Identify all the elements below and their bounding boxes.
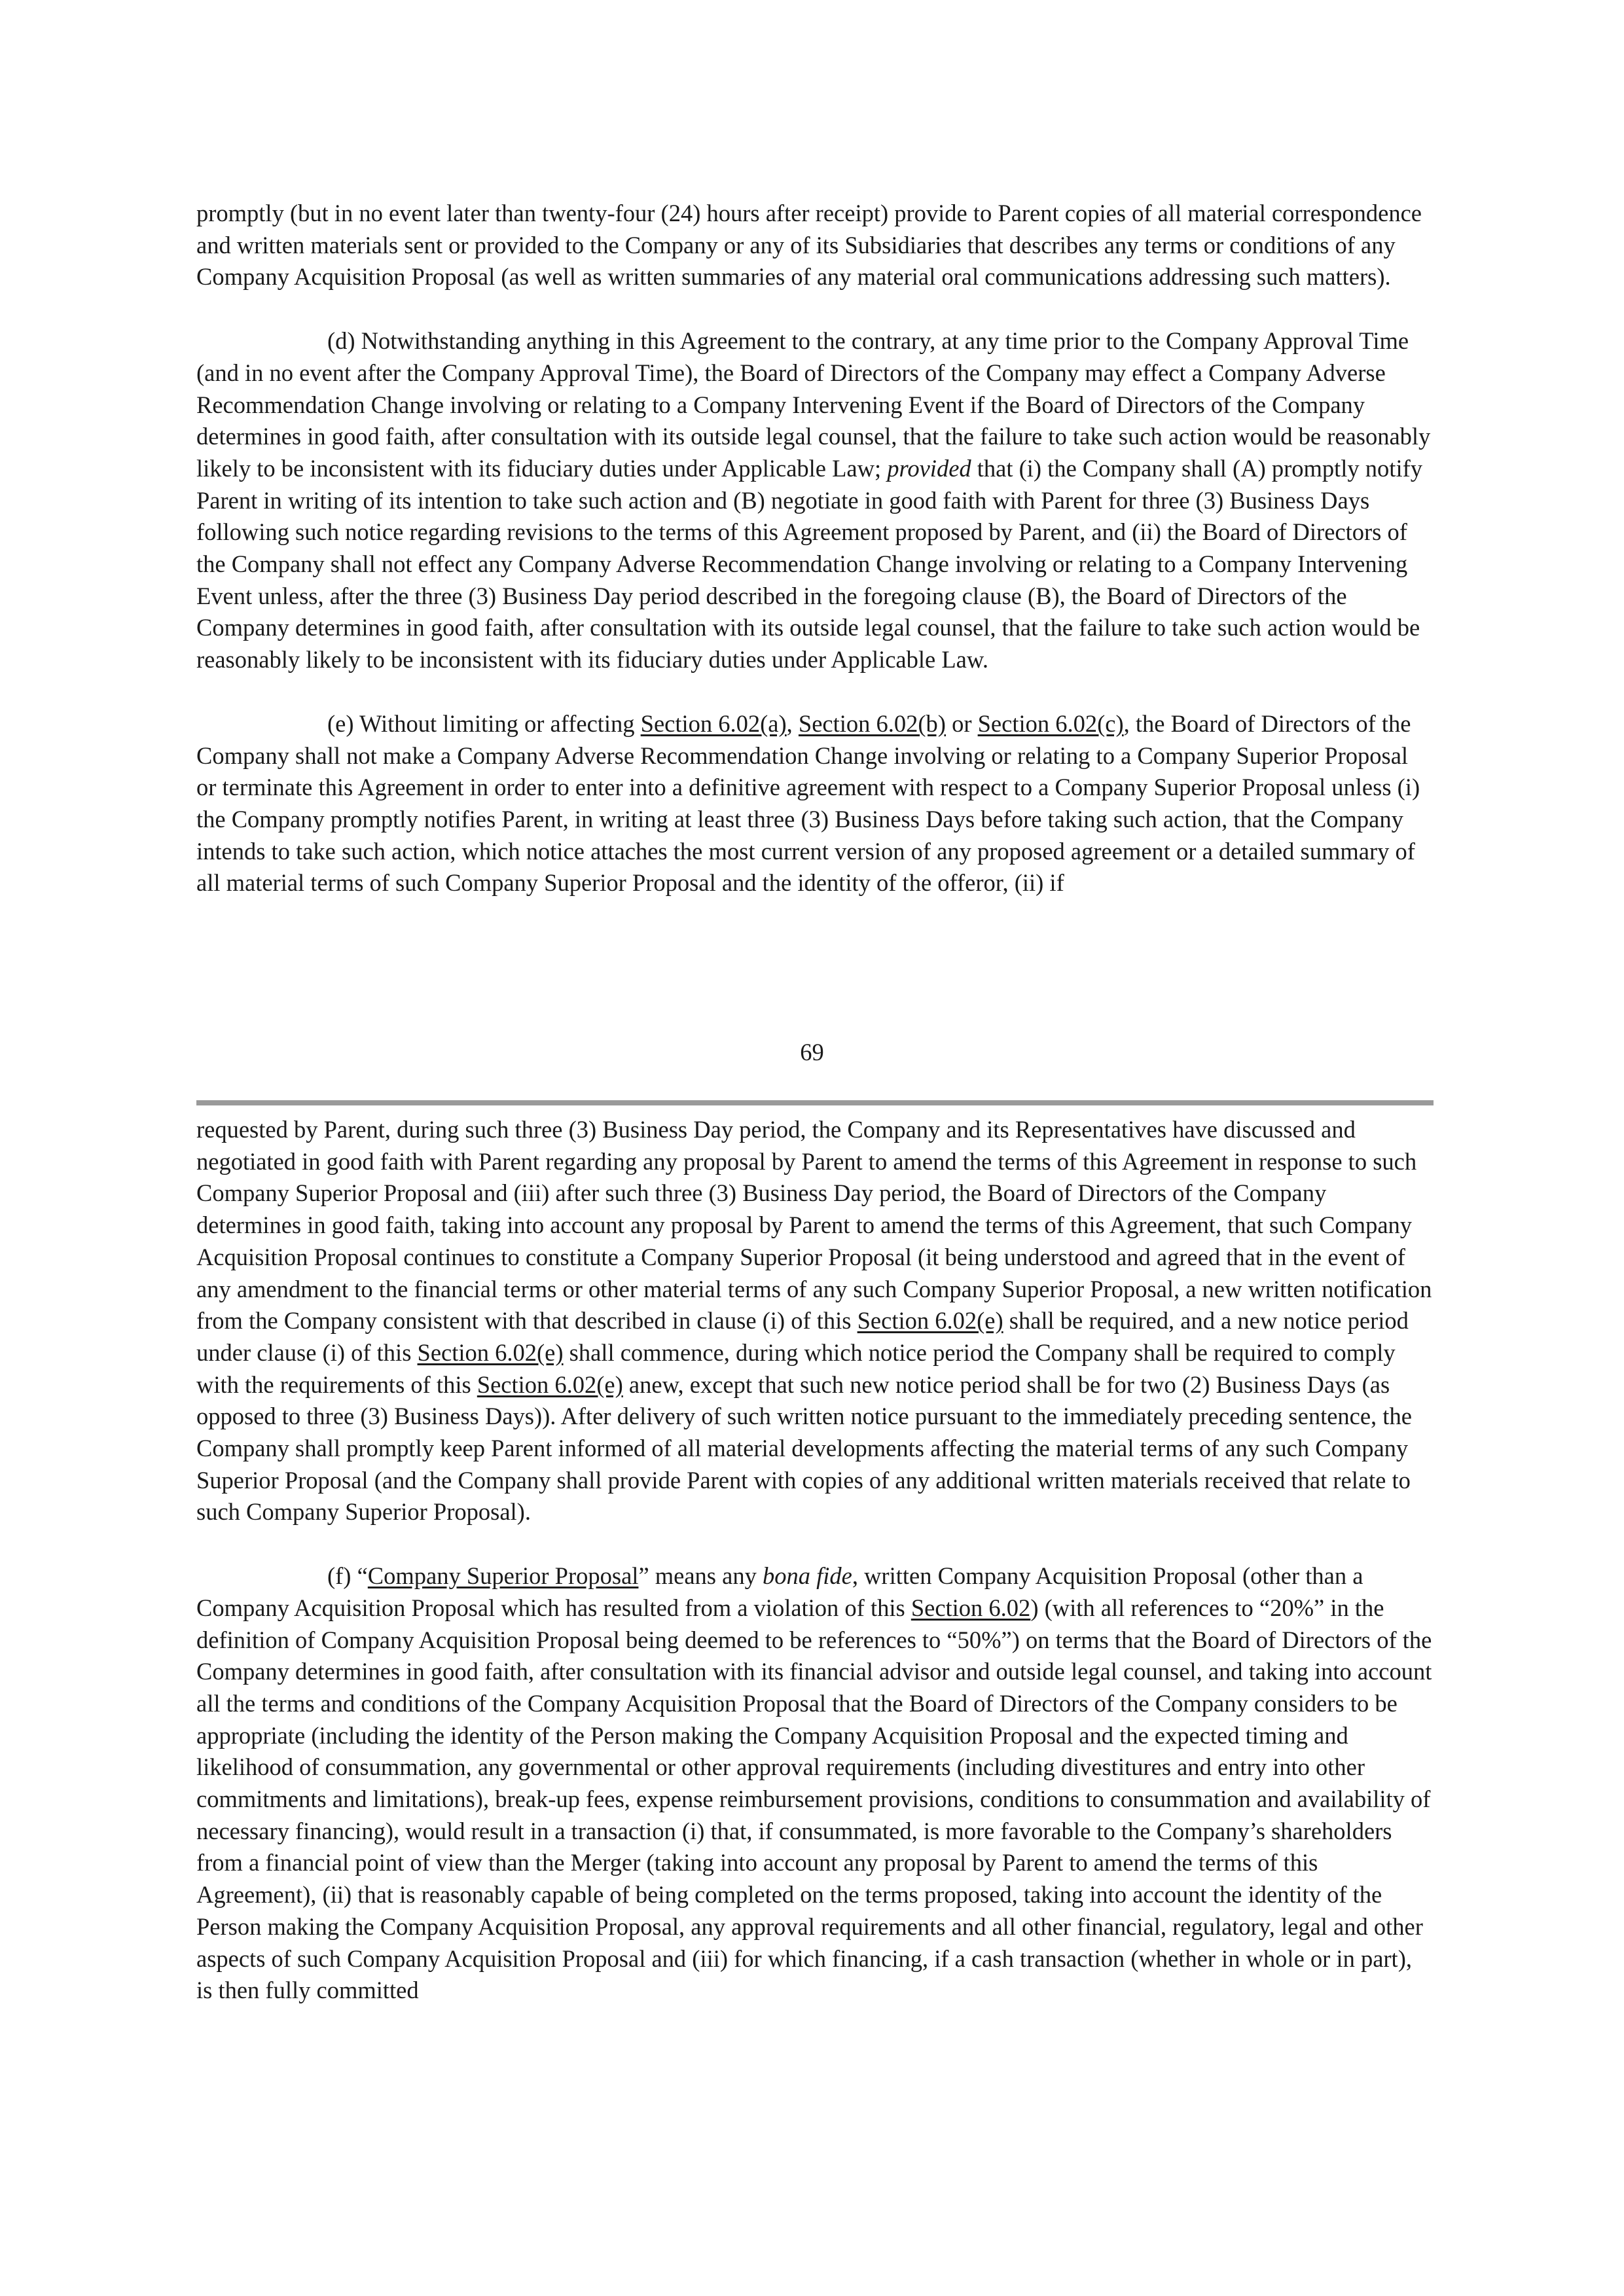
paragraph-d xyxy=(196,325,1434,676)
paragraph-e-continuation xyxy=(196,1114,1434,1528)
page-69-body xyxy=(196,198,1434,899)
section-ref-6-02: Section 6.02 xyxy=(911,1594,1031,1621)
paragraph-d-text-1: (d) Notwithstanding anything in this Agreement to the contrary, at any time prior to the Company Approval Time (and in no event after the Company Approval Time), the Board of Directors of the Company may effect a Company Adverse Recommendation Change involving or relating to a Company Intervening Event if the Board of Directors of the Company determines in good faith, after consultation with its outside legal counsel, that the failure to take such action would be reasonably likely to be inconsistent with its fiduciary duties under Applicable Law; xyxy=(196,327,1431,482)
paragraph-f-text-2: ” means any xyxy=(638,1562,763,1590)
separator: or xyxy=(945,709,978,737)
paragraph-f-text-1: (f) “ xyxy=(327,1562,368,1590)
paragraph-e-text-1: (e) Without limiting or affecting xyxy=(327,709,641,737)
bona-fide-term: bona fide xyxy=(762,1562,852,1590)
paragraph-e-text-2: , the Board of Directors of the Company shall not make a Company Adverse Recommendation Change involving or relating to a Company Superior Proposal or terminate this Agreement in order to enter into a definitive agreement with respect to a Company Superior Proposal unless (i) the Company promptly notifies Parent, in writing at least three (3) Business Days before taking such action, that the Company intends to take such action, which notice attaches the most current version of any proposed agreement or a detailed summary of all material terms of such Company Superior Proposal and the identity of the offeror, (ii) if xyxy=(196,709,1420,897)
paragraph-e xyxy=(196,708,1434,899)
section-ref-6-02e: Section 6.02(e) xyxy=(857,1307,1003,1335)
defined-term-company-superior-proposal: Company Superior Proposal xyxy=(367,1562,639,1590)
provided-term: provided xyxy=(887,454,971,482)
paragraph-e-cont-text-4: anew, except that such new notice period shall be for two (2) Business Days (as opposed to three (3) Business Days)). After delivery of such written notice pursuant to the immediately preceding sentence, the Company shall promptly keep Parent informed of all material developments affecting the material terms of any such Company Superior Proposal (and the Company shall provide Parent with copies of any additional written materials received that relate to such Company Superior Proposal). xyxy=(196,1371,1412,1526)
paragraph-e-cont-text-2: shall be required, and a new notice period under clause (i) of this xyxy=(196,1307,1409,1366)
paragraph-e-cont-text-1: requested by Parent, during such three (3) Business Day period, the Company and its Representatives have discussed and negotiated in good faith with Parent regarding any proposal by Parent to amend the terms of this Agreement in response to such Company Superior Proposal and (iii) after such three (3) Business Day period, the Board of Directors of the Company determines in good faith, taking into account any proposal by Parent to amend the terms of this Agreement, that such Company Acquisition Proposal continues to constitute a Company Superior Proposal (it being understood and agreed that in the event of any amendment to the financial terms or other material terms of any such Company Superior Proposal, a new written notification from the Company consistent with that described in clause (i) of this xyxy=(196,1116,1432,1335)
paragraph-f-text-4: ) (with all references to “20%” in the definition of Company Acquisition Proposal being deemed to be references to “50%”) on terms that the Board of Directors of the Company determines in good faith, after consultation with its financial advisor and outside legal counsel, and taking into account all the terms and conditions of the Company Acquisition Proposal that the Board of Directors of the Company considers to be appropriate (including the identity of the Person making the Company Acquisition Proposal and the expected timing and likelihood of consummation, any governmental or other approval requirements (including divestitures and entry into other commitments and limitations), break-up fees, expense reimbursement provisions, conditions to consummation and availability of necessary financing), would result in a transaction (i) that, if consummated, is more favorable to the Company’s shareholders from a financial point of view than the Merger (taking into account any proposal by Parent to amend the terms of this Agreement), (ii) that is reasonably capable of being completed on the terms proposed, taking into account the identity of the Person making the Company Acquisition Proposal, any approval requirements and all other financial, regulatory, legal and other aspects of such Company Acquisition Proposal and (iii) for which financing, if a cash transaction (whether in whole or in part), is then fully committed xyxy=(196,1594,1432,2004)
paragraph-e-cont-text-3: shall commence, during which notice period the Company shall be required to comply with the requirements of this xyxy=(196,1338,1396,1398)
section-ref-6-02e: Section 6.02(e) xyxy=(417,1338,564,1366)
section-ref-6-02c: Section 6.02(c) xyxy=(977,709,1124,737)
paragraph-d-text-2: that (i) the Company shall (A) promptly notify Parent in writing of its intention to take such action and (B) negotiate in good faith with Parent for three (3) Business Days following such notice regarding revisions to the terms of this Agreement proposed by Parent, and (ii) the Board of Directors of the Company shall not effect any Company Adverse Recommendation Change involving or relating to a Company Intervening Event unless, after the three (3) Business Day period described in the foregoing clause (B), the Board of Directors of the Company determines in good faith, after consultation with its outside legal counsel, that the failure to take such action would be reasonably likely to be inconsistent with its fiduciary duties under Applicable Law. xyxy=(196,454,1422,673)
section-ref-6-02a: Section 6.02(a) xyxy=(640,709,787,737)
section-ref-6-02e: Section 6.02(e) xyxy=(477,1371,623,1398)
paragraph-f-text-3: , written Company Acquisition Proposal (other than a Company Acquisition Proposal which has resulted from a violation of this xyxy=(196,1562,1363,1621)
page-divider xyxy=(196,1100,1434,1105)
page-70-body xyxy=(196,1114,1434,2007)
paragraph-continuation: promptly (but in no event later than twenty-four (24) hours after receipt) provide to Parent copies of all material correspondence and written materials sent or provided to the Company or any of its Subsidiaries that describes any terms or conditions of any Company Acquisition Proposal (as well as written summaries of any material oral communications addressing such matters). xyxy=(196,200,1422,291)
page-number: 69 xyxy=(800,1039,824,1066)
separator: , xyxy=(786,709,799,737)
section-ref-6-02b: Section 6.02(b) xyxy=(798,709,946,737)
paragraph-f xyxy=(196,1560,1434,2007)
